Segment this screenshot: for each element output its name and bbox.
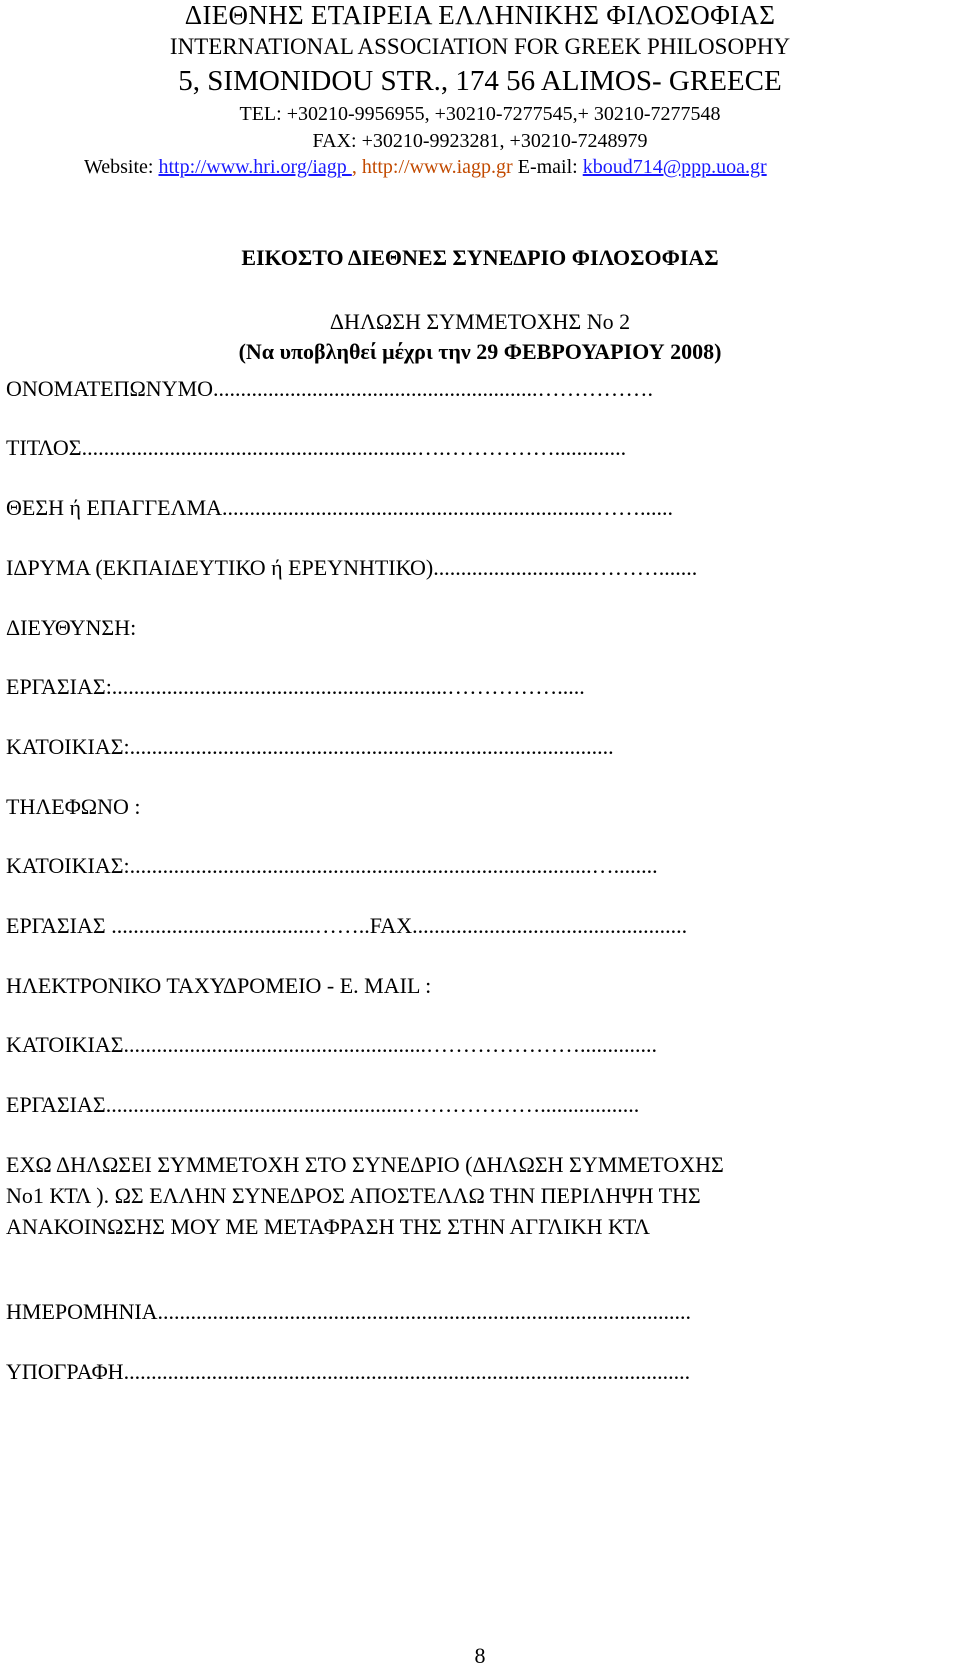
submission-deadline: (Να υποβληθεί μέχρι την 29 ΦΕΒΡΟΥΑΡΙΟΥ 2008) [238,339,722,364]
conference-title: ΕΙΚΟΣΤΟ ΔΙΕΘΝΕΣ ΣΥΝΕΔΡΙΟ ΦΙΛΟΣΟΦΙΑΣ [241,245,719,270]
field-signature: ΥΠΟΓΡΑΦΗ....................................................................................................... [6,1359,691,1384]
email-link[interactable]: kboud714@ppp.uoa.gr [582,156,767,178]
email-heading: ΗΛΕΚΤΡΟΝΙΚΟ ΤΑΧΥΔΡΟΜΕΙΟ - Ε. MAIL : [6,973,432,998]
website-link-iagp[interactable]: http://www.iagp.gr [361,156,513,178]
website-label: Website: [84,156,159,178]
participation-statement: ΕΧΩ ΔΗΛΩΣΕΙ ΣΥΜΜΕΤΟΧΗ ΣΤΟ ΣΥΝΕΔΡΙΟ (ΔΗΛΩΣΗ ΣΥΜΜΕΤΟΧΗΣ Νο1 ΚΤΛ ). ΩΣ ΕΛΛΗΝ ΣΥΝΕΔΡΟΣ ΑΠΟΣΤΕΛΛΩ ΤΗΝ ΠΕΡΙΛΗΨΗ ΤΗΣ ΑΝΑΚΟΙΝΩΣΗΣ ΜΟΥ ΜΕ ΜΕΤΑΦΡΑΣΗ ΤΗΣ ΣΤΗΝ ΑΓΓΛΙΚΗ ΚΤΛ [6,1152,724,1239]
website-email-line [84,157,767,177]
page-number: 8 [474,1643,486,1668]
organization-name-greek: ΔΙΕΘΝΗΣ ΕΤΑΙΡΕΙΑ ΕΛΛΗΝΙΚΗΣ ΦΙΛΟΣΟΦΙΑΣ [184,0,776,30]
field-title: ΤΙΤΛΟΣ.............................................................….……………............. [6,435,627,460]
field-phone-home: ΚΑΤΟΙΚΙΑΣ:....................................................................................…........ [6,853,658,878]
field-address-home: ΚΑΤΟΙΚΙΑΣ:........................................................................................ [6,734,614,759]
address-heading: ΔΙΕΥΘΥΝΣΗ: [6,615,137,640]
field-institution: ΙΔΡΥΜΑ (ΕΚΠΑΙΔΕΥΤΙΚΟ ή ΕΡΕΥΝΗΤΙΚΟ).............................………....... [6,555,698,580]
field-date: ΗΜΕΡΟΜΗΝΙΑ................................................................................................. [6,1299,692,1324]
organization-fax: FAX: +30210-9923281, +30210-7248979 [312,130,648,152]
website-link-hri[interactable]: http://www.hri.org/iagp [158,156,352,178]
declaration-title: ΔΗΛΩΣΗ ΣΥΜΜΕΤΟΧΗΣ Νο 2 [329,309,631,334]
field-position: ΘΕΣΗ ή ΕΠΑΓΓΕΛΜΑ....................................................................……...... [6,495,674,520]
website-separator: , [351,156,362,178]
email-label: E-mail: [512,156,583,178]
field-full-name: ΟΝΟΜΑΤΕΠΩΝΥΜΟ...........................................................……………. [6,376,654,401]
field-phone-work-fax: ΕΡΓΑΣΙΑΣ .....................................……..FAX.................................................. [6,913,688,938]
field-email-home: ΚΑΤΟΙΚΙΑΣ.......................................................………………….............. [6,1032,658,1057]
field-email-work: ΕΡΓΑΣΙΑΣ.......................................................……………….................. [6,1092,640,1117]
organization-name-english: INTERNATIONAL ASSOCIATION FOR GREEK PHILOSOPHY [169,34,791,59]
field-address-work: ΕΡΓΑΣΙΑΣ:.............................................................……………..... [6,674,585,699]
phone-heading: ΤΗΛΕΦΩΝΟ : [6,794,141,819]
organization-telephones: TEL: +30210-9956955, +30210-7277545,+ 30210-7277548 [239,103,721,125]
organization-address: 5, SIMONIDOU STR., 174 56 ALIMOS- GREECE [178,65,782,97]
